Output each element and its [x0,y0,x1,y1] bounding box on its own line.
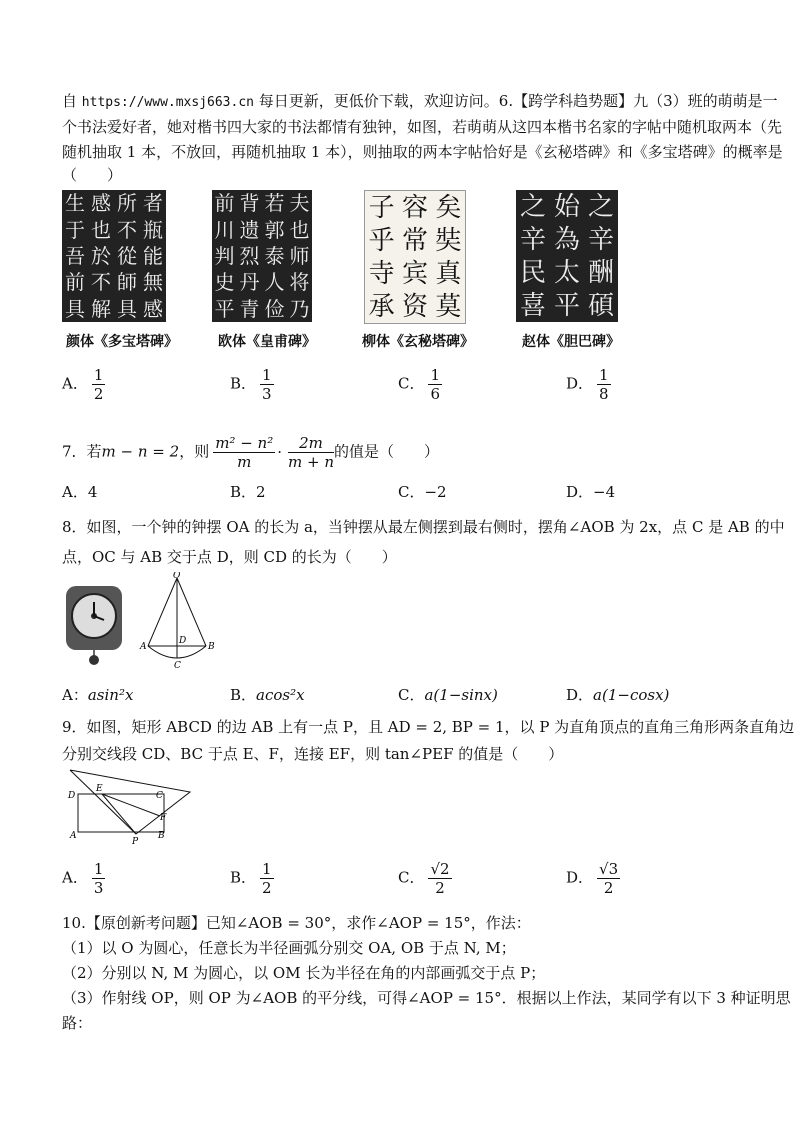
calligraphy-char: 所 [117,191,137,216]
q8-option-a[interactable] [62,684,133,705]
fraction [597,860,620,897]
caption-ou: 欧体《皇甫碑》 [218,334,316,350]
calligraphy-char: 人 [264,270,285,295]
calligraphy-char: 真 [435,258,462,289]
site-url-link[interactable]: https://www.mxsj663.cn [81,95,254,110]
calligraphy-char: 俭 [264,296,285,321]
calligraphy-char: 為 [553,224,580,255]
calligraphy-char: 夫 [289,191,310,216]
numerator: m² − n² [215,434,274,452]
option-label: A． [62,483,88,501]
calligraphy-char: 奘 [435,225,462,256]
option-value: acos²x [256,686,305,704]
calligraphy-char: 容 [401,192,428,223]
numerator: 1 [599,366,609,384]
numerator: 2m [288,434,334,453]
calligraphy-char: 前 [214,191,235,216]
denominator: 6 [430,385,441,403]
denominator: 3 [262,385,272,403]
label-a: A [70,831,77,841]
option-value: −4 [593,483,616,501]
calligraphy-char: 吾 [65,244,85,268]
q9-option-d[interactable] [566,860,620,897]
calligraphy-char: 也 [289,217,310,242]
q7-post: 的值是（ ） [334,442,440,461]
header-prefix: 自 [62,92,78,110]
option-value: 2 [256,483,266,501]
calligraphy-char: 若 [264,191,285,216]
calligraphy-char: 者 [143,191,163,216]
calligraphy-char: 喜 [519,290,546,321]
label-o: O [173,572,181,581]
option-label: D． [566,483,594,501]
denominator: 2 [262,879,272,897]
q7-option-b[interactable] [230,481,266,502]
option-label: B． [230,483,257,501]
calligraphy-char: 無 [143,270,163,295]
calligraphy-char: 解 [91,296,111,321]
fraction [428,366,442,403]
caption-zhao: 赵体《胆巴碑》 [522,334,620,350]
numerator: 1 [262,366,272,384]
option-label: D． [566,868,594,887]
q7-option-a[interactable] [62,481,97,502]
calligraphy-char: 乃 [289,296,310,321]
q9-option-b[interactable] [230,860,274,897]
denominator: 3 [93,879,104,897]
q10-step3: （3）作射线 OP，则 OP 为∠AOB 的平分线，可得∠AOP = 15°．根据以上作法，某同学有以下 3 种证明思 [62,989,791,1007]
calligraphy-image-liu [364,190,466,324]
numerator: 1 [262,860,272,878]
calligraphy-char: 瓶 [143,217,163,242]
q6-line1 [62,90,778,114]
q8-option-d[interactable] [566,684,669,705]
option-label: B． [230,686,257,704]
calligraphy-char: 遗 [239,217,260,242]
q7-fraction-1 [213,434,275,471]
calligraphy-char: 不 [117,217,137,242]
denominator: 2 [603,879,614,897]
fraction [428,860,451,897]
calligraphy-char: 于 [65,217,85,242]
calligraphy-char: 史 [214,270,235,295]
q8-option-c[interactable] [398,684,498,705]
option-value: 4 [87,483,98,501]
calligraphy-char: 常 [401,225,428,256]
q7-option-d[interactable] [566,481,615,502]
option-value: −2 [424,483,447,501]
fraction [260,366,274,403]
numerator: 1 [430,366,441,384]
pendulum-diagram [148,578,206,658]
option-label: D． [566,686,594,704]
q7-mid: ，则 [179,442,210,461]
option-label: C． [398,374,425,393]
option-value: a(1−cosx) [593,686,670,704]
numerator: √3 [599,860,619,878]
calligraphy-char: 不 [91,270,111,295]
q7-condition: m − n = 2 [101,442,180,461]
calligraphy-char: 承 [368,291,395,322]
option-label: A． [62,374,88,393]
q6-line2: 个书法爱好者，她对楷书四大家的书法都情有独钟，如图，若萌萌从这四本楷书名家的字帖中随机取两本（先 [62,118,783,136]
calligraphy-char: 郭 [264,217,285,242]
q8-line2: 点，OC 与 AB 交于点 D，则 CD 的长为（ ） [62,548,397,566]
option-value: a(1−sinx) [424,686,498,704]
label-a: A [140,642,147,652]
calligraphy-char: 辛 [587,224,614,255]
calligraphy-char: 矣 [435,192,462,223]
calligraphy-char: 師 [117,270,137,295]
denominator: 8 [599,385,609,403]
calligraphy-char: 辛 [519,224,546,255]
calligraphy-char: 平 [553,290,580,321]
option-label: A． [62,868,88,887]
denominator: m [237,453,252,471]
fraction [92,860,106,897]
calligraphy-char: 具 [117,296,137,321]
calligraphy-char: 酬 [587,257,614,288]
calligraphy-char: 川 [214,217,235,242]
q6-line3: 随机抽取 1 本，不放回，再随机抽取 1 本），则抽取的两本字帖恰好是《玄秘塔碑》和《多宝塔碑》的概率是 [62,143,783,161]
calligraphy-char: 平 [214,296,235,321]
q6-option-b[interactable] [230,366,274,403]
caption-liu: 柳体《玄秘塔碑》 [362,334,474,350]
option-value: asin²x [87,686,134,704]
q8-figure [62,572,222,672]
calligraphy-char: 前 [65,270,85,295]
calligraphy-char: 從 [117,244,137,268]
q9-option-c[interactable] [398,860,452,897]
calligraphy-char: 子 [368,192,395,223]
label-b: B [208,642,215,652]
q6-stem-start: 6.【跨学科趋势题】九（3）班的萌萌是一 [498,92,778,110]
q9-line1: 9．如图，矩形 ABCD 的边 AB 上有一点 P，且 AD = 2, BP = 1，以 P 为直角顶点的直角三角形两条直角边 [62,718,794,736]
calligraphy-char: 宾 [401,258,428,289]
calligraphy-char: 能 [143,244,163,268]
q6-option-c[interactable] [398,366,442,403]
label-b: B [158,831,165,841]
label-c: C [174,661,181,671]
q7-pre: 7．若 [62,442,102,461]
fraction [260,860,274,897]
q8-line1: 8．如图，一个钟的钟摆 OA 的长为 a，当钟摆从最左侧摆到最右侧时，摆角∠AOB 为 2x，点 C 是 AB 的中 [62,518,785,536]
calligraphy-char: 烈 [239,244,260,268]
label-d: D [179,636,187,646]
fraction [597,366,611,403]
option-label: C． [398,686,425,704]
denominator: 2 [93,385,104,403]
q9-line2: 分别交线段 CD、BC 于点 E、F，连接 EF，则 tan∠PEF 的值是（ ） [62,745,564,763]
numerator: 1 [93,366,104,384]
q8-option-b[interactable] [230,684,305,705]
calligraphy-char: 泰 [264,244,285,268]
option-label: D． [566,374,594,393]
q6-line4: （ ） [62,166,123,184]
q7-option-c[interactable] [398,481,447,502]
calligraphy-char: 太 [553,257,580,288]
calligraphy-char: 民 [519,257,546,288]
calligraphy-char: 感 [91,191,111,216]
denominator: 2 [435,879,445,897]
fraction [92,366,106,403]
calligraphy-char: 丹 [239,270,260,295]
label-p: P [132,837,139,847]
q7-fraction-2 [288,434,334,471]
label-f: F [160,813,167,823]
q10-step1: （1）以 O 为圆心，任意长为半径画弧分别交 OA, OB 于点 N, M； [62,939,516,957]
q7-dot: · [277,442,282,461]
calligraphy-char: 於 [91,244,111,268]
option-label: B． [230,374,257,393]
label-d: D [68,791,76,801]
calligraphy-char: 感 [143,296,163,321]
calligraphy-char: 莫 [435,291,462,322]
calligraphy-char: 乎 [368,225,395,256]
calligraphy-char: 之 [519,191,546,222]
q10-step2: （2）分别以 N, M 为圆心，以 OM 长为半径在角的内部画弧交于点 P； [62,964,546,982]
calligraphy-char: 背 [239,191,260,216]
calligraphy-char: 师 [289,244,310,268]
q10-step3b: 路： [62,1014,93,1032]
q6-option-d[interactable] [566,366,611,403]
numerator: 1 [93,860,104,878]
caption-yan: 颜体《多宝塔碑》 [66,334,178,350]
header-tail: 每日更新，更低价下载，欢迎访问。 [258,92,499,110]
q6-option-a[interactable] [62,366,105,403]
calligraphy-char: 也 [91,217,111,242]
label-e: E [96,784,103,794]
calligraphy-char: 之 [587,191,614,222]
option-label: C． [398,483,425,501]
calligraphy-char: 资 [401,291,428,322]
calligraphy-char: 具 [65,296,85,321]
calligraphy-image-zhao [516,190,618,322]
rectangle-triangle-diagram [70,770,190,834]
option-label: A： [62,686,88,704]
calligraphy-char: 青 [239,296,260,321]
clock-icon [66,586,122,665]
calligraphy-char: 寺 [368,258,395,289]
q7-stem [62,434,439,471]
q9-figure [62,764,194,848]
option-label: C． [398,868,425,887]
calligraphy-char: 生 [65,191,85,216]
q9-option-a[interactable] [62,860,105,897]
option-label: B． [230,868,257,887]
calligraphy-image-yan [62,190,166,322]
denominator: m + n [288,453,334,471]
numerator: √2 [430,860,450,878]
calligraphy-char: 判 [214,244,235,268]
calligraphy-image-ou [212,190,312,322]
calligraphy-char: 始 [553,191,580,222]
calligraphy-char: 将 [289,270,310,295]
label-c: C [156,791,163,801]
calligraphy-char: 碩 [587,290,614,321]
q10-line1: 10.【原创新考问题】已知∠AOB = 30°，求作∠AOP = 15°，作法： [62,914,531,932]
